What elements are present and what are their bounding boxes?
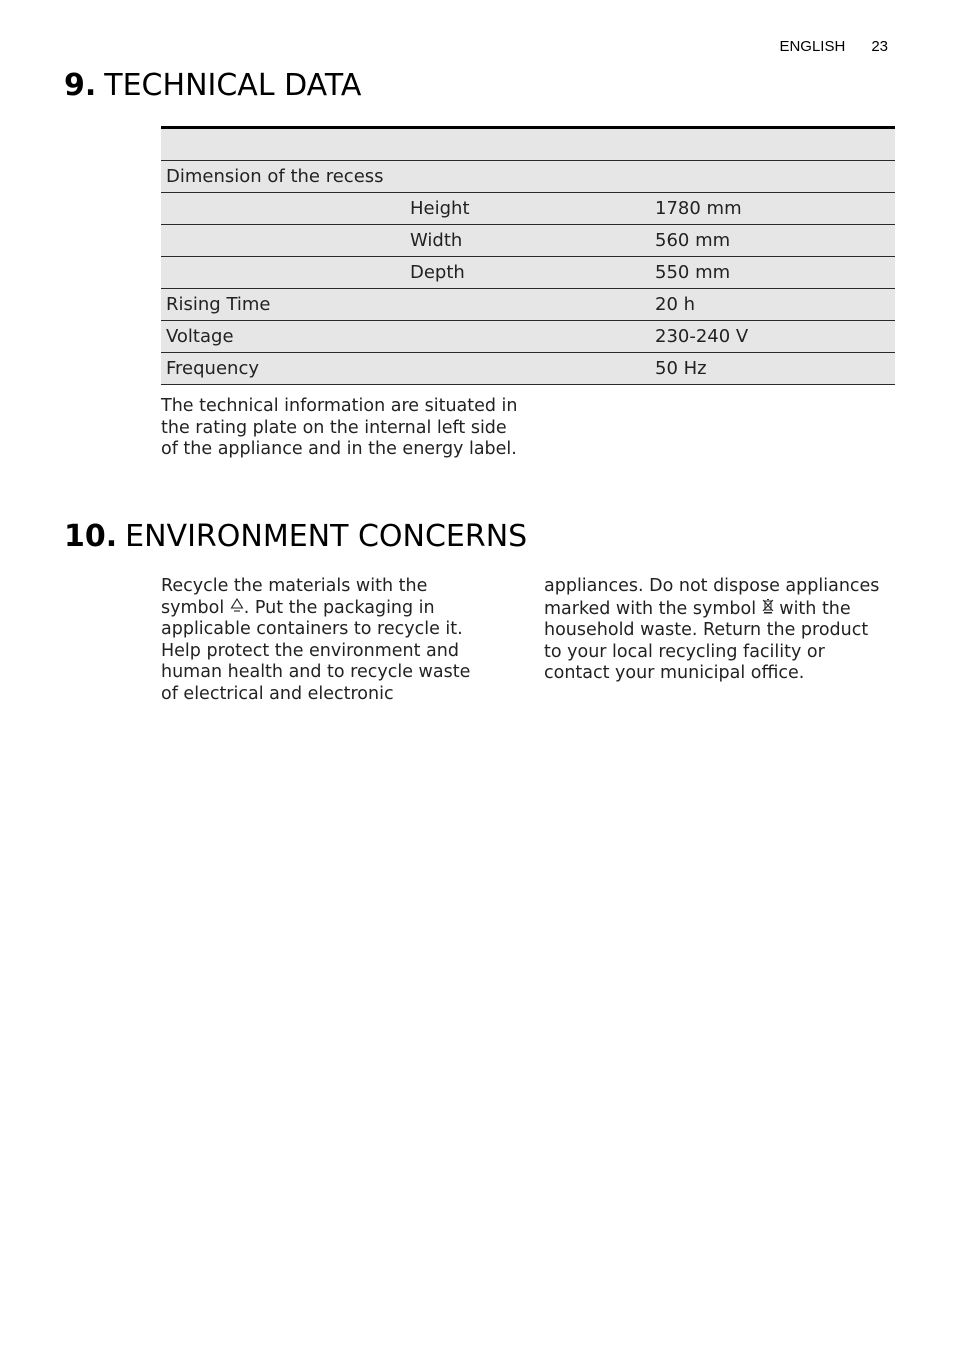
row-sub-label: Depth	[405, 257, 650, 289]
header-language: ENGLISH	[779, 38, 846, 55]
row-sub-label: Height	[405, 193, 650, 225]
technical-data-table	[161, 126, 895, 385]
row-value: 20 h	[650, 289, 895, 321]
section-title-technical-data	[64, 68, 361, 103]
table-row	[161, 257, 895, 289]
table-header-cell	[161, 128, 405, 161]
environment-text: with the household waste. Return the product to your local recycling facility or contact your municipal office.	[544, 598, 869, 683]
technical-info-note: The technical information are situated in the rating plate on the internal left side of the appliance and in the energy label.	[161, 396, 518, 459]
section-number: 9.	[64, 68, 97, 103]
environment-text-right	[544, 576, 884, 685]
row-label: Frequency	[161, 353, 405, 385]
table-header-cell	[650, 128, 895, 161]
table-header-row	[161, 128, 895, 161]
section-number: 10.	[64, 519, 118, 554]
environment-text: Recycle the materials with the symbol	[161, 576, 428, 618]
recycle-icon	[230, 598, 244, 616]
row-sub-label	[405, 353, 650, 385]
row-sub-label: Width	[405, 225, 650, 257]
recess-label: Dimension of the recess	[161, 161, 895, 193]
table-row	[161, 353, 895, 385]
table-row	[161, 321, 895, 353]
page-header	[779, 38, 888, 55]
section-title-text: ENVIRONMENT CONCERNS	[125, 519, 528, 554]
crossed-bin-icon	[762, 598, 774, 617]
table-header-cell	[405, 128, 650, 161]
row-sub-label	[405, 289, 650, 321]
row-label	[161, 225, 405, 257]
page-number: 23	[871, 38, 888, 55]
section-title-text: TECHNICAL DATA	[104, 68, 362, 103]
row-value: 1780 mm	[650, 193, 895, 225]
table-row	[161, 225, 895, 257]
table-row	[161, 161, 895, 193]
environment-text-left	[161, 576, 481, 705]
table-row	[161, 193, 895, 225]
environment-text: . Put the packaging in applicable containers to recycle it. Help protect the environment and human health and to recycle waste of electrical and electronic	[161, 597, 471, 704]
row-label	[161, 257, 405, 289]
row-value: 230-240 V	[650, 321, 895, 353]
row-value: 550 mm	[650, 257, 895, 289]
environment-text: appliances. Do not dispose appliances marked with the symbol	[544, 576, 880, 619]
row-sub-label	[405, 321, 650, 353]
row-label: Rising Time	[161, 289, 405, 321]
row-label: Voltage	[161, 321, 405, 353]
table-row	[161, 289, 895, 321]
section-title-environment	[64, 519, 527, 554]
row-value: 560 mm	[650, 225, 895, 257]
row-label	[161, 193, 405, 225]
row-value: 50 Hz	[650, 353, 895, 385]
